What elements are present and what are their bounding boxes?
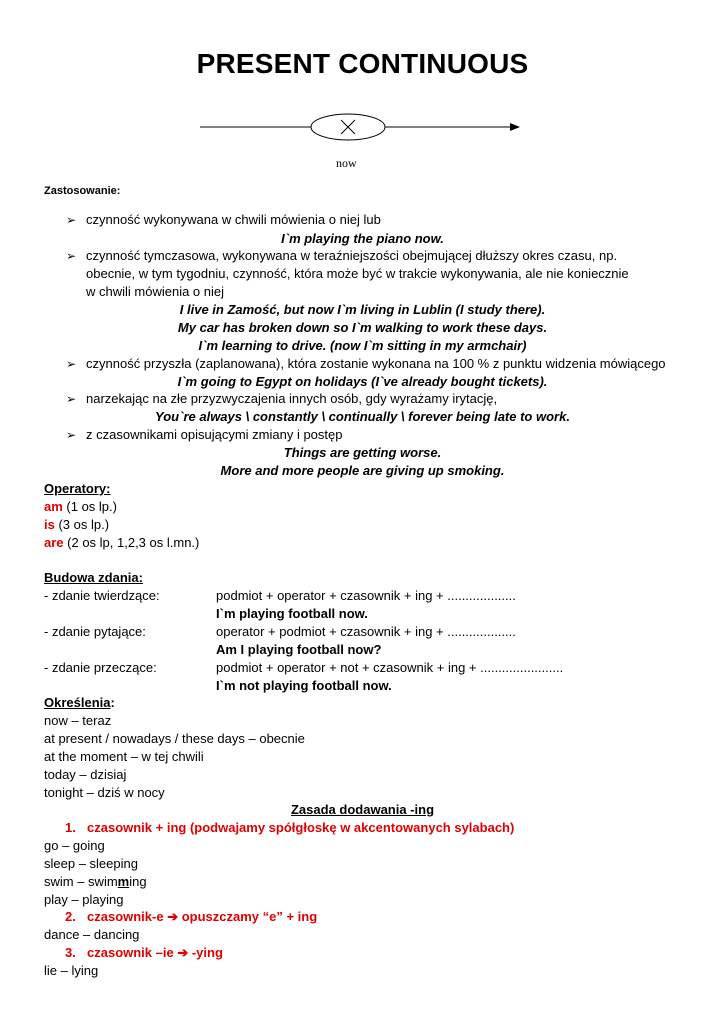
negative-label: - zdanie przeczące: xyxy=(44,660,157,675)
usage-example: I`m going to Egypt on holidays (I`ve already bought tickets). xyxy=(177,374,548,389)
usage-bullet-1: ➢ czynność wykonywana w chwili mówienia o niej lub xyxy=(66,212,381,227)
timeline-arrowhead xyxy=(510,123,520,131)
usage-example: I`m learning to drive. (now I`m sitting in my armchair) xyxy=(198,338,527,353)
operator-are-line xyxy=(44,535,199,550)
timeline-diagram xyxy=(198,108,528,150)
operator-am-note: (1 os lp.) xyxy=(62,499,117,514)
rule-text: czasownik + ing (podwajamy spółgłoskę w akcentowanych sylabach) xyxy=(87,820,515,835)
page-title: PRESENT CONTINUOUS xyxy=(196,48,529,79)
expression-item: now – teraz xyxy=(44,713,112,728)
ing-rule-1 xyxy=(65,820,514,835)
operator-are-note: (2 os lp, 1,2,3 os l.mn.) xyxy=(63,535,200,550)
ing-example: go – going xyxy=(44,838,105,853)
operator-is: is xyxy=(44,517,55,532)
timeline-now-label: now xyxy=(336,156,357,170)
affirmative-label: - zdanie twierdzące: xyxy=(44,588,160,603)
rule-number: 1. xyxy=(65,820,76,835)
operator-are: are xyxy=(44,535,64,550)
operator-am: am xyxy=(44,499,63,514)
rule-number: 2. xyxy=(65,909,76,924)
expression-item: at present / nowadays / these days – obecnie xyxy=(44,731,305,746)
usage-bullet-4: ➢ narzekając na złe przyzwyczajenia innych osób, gdy wyrażamy irytację, xyxy=(66,391,497,406)
rule-text: czasownik-e xyxy=(87,909,168,924)
negative-example: I`m not playing football now. xyxy=(216,678,392,693)
structure-heading: Budowa zdania: xyxy=(44,570,143,585)
operator-is-note: (3 os lp.) xyxy=(54,517,110,532)
question-label: - zdanie pytające: xyxy=(44,624,146,639)
usage-heading: Zastosowanie: xyxy=(44,185,121,197)
usage-example: You`re always \ constantly \ continually \ forever being late to work. xyxy=(155,409,570,424)
ing-rules-heading: Zasada dodawania -ing xyxy=(290,802,435,817)
expression-item: today – dzisiaj xyxy=(44,767,127,782)
arrow-right-icon: ➔ xyxy=(177,945,189,960)
rule-text: -ying xyxy=(188,945,223,960)
usage-example: I live in Zamość, but now I`m living in Lublin (I study there). xyxy=(179,302,546,317)
operator-is-line xyxy=(44,517,109,532)
question-example: Am I playing football now? xyxy=(216,642,382,657)
rule-number: 3. xyxy=(65,945,76,960)
usage-example: I`m playing the piano now. xyxy=(281,231,444,246)
expression-item: at the moment – w tej chwili xyxy=(44,749,204,764)
expressions-heading-text: Określenia xyxy=(44,695,111,710)
ing-example: play – playing xyxy=(44,892,124,907)
doubled-consonant: m xyxy=(117,874,130,889)
usage-example: More and more people are giving up smoking. xyxy=(220,463,505,478)
swim-part: swim – swim xyxy=(44,874,118,889)
expression-item: tonight – dziś w nocy xyxy=(44,785,165,800)
negative-formula: podmiot + operator + not + czasownik + ing + ....................... xyxy=(216,660,564,675)
ing-example-swim xyxy=(44,874,147,889)
rule-text: czasownik –ie xyxy=(87,945,178,960)
ing-rule-3 xyxy=(65,945,223,961)
usage-example: My car has broken down so I`m walking to work these days. xyxy=(177,320,548,335)
operator-am-line xyxy=(44,499,117,514)
swim-suffix: ing xyxy=(129,874,147,889)
expressions-heading-colon: : xyxy=(110,695,115,710)
affirmative-formula: podmiot + operator + czasownik + ing + ................... xyxy=(216,588,516,603)
usage-bullet-2-cont: w chwili mówienia o niej xyxy=(86,284,224,299)
operators-heading: Operatory: xyxy=(44,481,111,496)
usage-bullet-2-cont: obecnie, w tym tygodniu, czynność, która może być w trakcie wykonywania, ale nie koniecznie xyxy=(86,266,629,281)
question-formula: operator + podmiot + czasownik + ing + ................... xyxy=(216,624,516,639)
usage-bullet-2: ➢ czynność tymczasowa, wykonywana w teraźniejszości obejmującej dłuższy okres czasu, np. xyxy=(66,248,617,263)
ing-rule-2 xyxy=(65,909,317,925)
arrow-right-icon: ➔ xyxy=(167,909,179,924)
ing-example: sleep – sleeping xyxy=(44,856,138,871)
affirmative-example: I`m playing football now. xyxy=(216,606,368,621)
rule-text: opuszczamy “e” + ing xyxy=(178,909,318,924)
ing-example: dance – dancing xyxy=(44,927,140,942)
usage-bullet-3: ➢ czynność przyszła (zaplanowana), która zostanie wykonana na 100 % z punktu widzenia mówiącego xyxy=(66,356,666,371)
expressions-heading xyxy=(44,695,115,710)
usage-bullet-5: ➢ z czasownikami opisującymi zmiany i postęp xyxy=(66,427,342,442)
ing-example: lie – lying xyxy=(44,963,99,978)
usage-example: Things are getting worse. xyxy=(283,445,442,460)
